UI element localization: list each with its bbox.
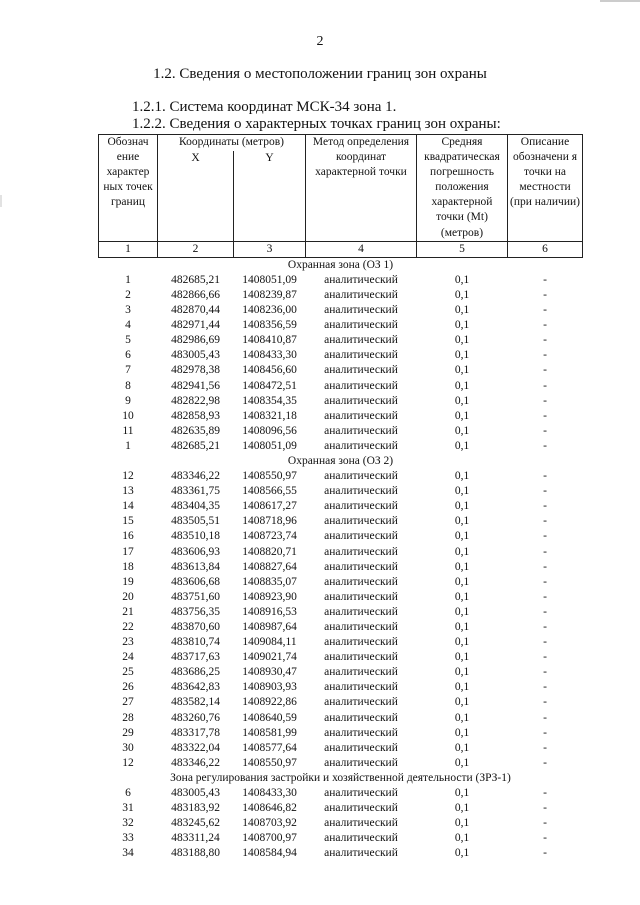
table-row xyxy=(99,424,583,439)
coord-y: 1408321,18 xyxy=(242,409,297,422)
point-number: 14 xyxy=(122,500,134,513)
table-row xyxy=(99,786,583,801)
error-cell: 0,1 xyxy=(454,802,470,815)
coord-x: 482685,21 xyxy=(171,273,220,286)
description-cell: - xyxy=(543,485,547,498)
error-cell: 0,1 xyxy=(454,605,470,618)
error-cell: 0,1 xyxy=(454,726,470,739)
table-row xyxy=(99,439,583,454)
table-row xyxy=(99,756,583,771)
description-cell: - xyxy=(543,621,547,633)
coord-y: 1408700,97 xyxy=(242,832,297,845)
coord-x: 483810,74 xyxy=(171,636,220,649)
table-row xyxy=(99,620,583,635)
method-cell: аналитический xyxy=(324,485,398,498)
point-number: 13 xyxy=(122,485,134,498)
table-row xyxy=(99,318,583,333)
coord-y: 1408703,92 xyxy=(242,817,297,830)
header-error: Средняя квадратическая погрешность положения характерной точки (Mt) (метров) xyxy=(417,135,508,242)
coord-y: 1408581,99 xyxy=(242,726,297,739)
description-cell: - xyxy=(543,726,547,739)
error-cell: 0,1 xyxy=(454,364,470,377)
coord-x: 483005,43 xyxy=(171,787,220,800)
coord-y: 1408051,09 xyxy=(242,273,297,286)
table-row xyxy=(99,273,583,288)
method-cell: аналитический xyxy=(324,575,398,588)
point-number: 20 xyxy=(122,590,134,603)
method-cell: аналитический xyxy=(324,787,398,800)
coord-y: 1408827,64 xyxy=(242,560,297,573)
coord-x: 482866,66 xyxy=(171,288,220,301)
method-cell: аналитический xyxy=(324,273,398,286)
point-number: 2 xyxy=(125,288,131,301)
method-cell: аналитический xyxy=(324,394,398,407)
coord-x: 483361,75 xyxy=(171,485,220,498)
description-cell: - xyxy=(543,651,547,664)
coord-y: 1408051,09 xyxy=(242,439,297,452)
coord-y: 1408550,97 xyxy=(242,470,297,483)
method-cell: аналитический xyxy=(324,560,398,573)
point-number: 23 xyxy=(122,636,134,649)
table-row xyxy=(99,695,583,710)
coord-x: 483005,43 xyxy=(171,349,220,362)
coord-y: 1408723,74 xyxy=(242,530,297,543)
table-row xyxy=(99,665,583,680)
description-cell: - xyxy=(543,273,547,286)
point-number: 12 xyxy=(122,756,134,769)
coord-y: 1408922,86 xyxy=(242,696,297,709)
point-number: 5 xyxy=(125,334,131,347)
coord-y: 1409021,74 xyxy=(242,651,297,664)
coord-y: 1408835,07 xyxy=(242,575,297,588)
coord-y: 1408640,59 xyxy=(242,711,297,724)
point-number: 22 xyxy=(122,621,134,633)
point-number: 29 xyxy=(122,726,134,739)
table-row xyxy=(99,348,583,363)
description-cell: - xyxy=(543,666,547,679)
coordinate-system-line: 1.2.1. Система координат МСК-34 зона 1. xyxy=(132,99,397,115)
point-number: 33 xyxy=(122,832,134,845)
method-cell: аналитический xyxy=(324,304,398,317)
description-cell: - xyxy=(543,439,547,452)
table-row xyxy=(99,635,583,650)
method-cell: аналитический xyxy=(324,590,398,603)
scan-edge-mark xyxy=(600,0,640,2)
error-cell: 0,1 xyxy=(454,545,470,558)
description-cell: - xyxy=(543,560,547,573)
point-number: 34 xyxy=(122,847,134,860)
error-cell: 0,1 xyxy=(454,651,470,664)
table-row xyxy=(99,529,583,544)
table-row xyxy=(99,726,583,741)
coord-y: 1408903,93 xyxy=(242,681,297,694)
description-cell: - xyxy=(543,500,547,513)
coord-x: 482685,21 xyxy=(171,439,220,452)
table-row xyxy=(99,831,583,846)
description-cell: - xyxy=(543,545,547,558)
point-number: 3 xyxy=(125,304,131,317)
header-col-number: 5 xyxy=(417,241,508,257)
coord-x: 483642,83 xyxy=(171,681,220,694)
point-number: 18 xyxy=(122,560,134,573)
error-cell: 0,1 xyxy=(454,741,470,754)
point-number: 32 xyxy=(122,817,134,830)
description-cell: - xyxy=(543,424,547,437)
coord-x: 482870,44 xyxy=(171,304,220,317)
description-cell: - xyxy=(543,741,547,754)
description-cell: - xyxy=(543,711,547,724)
coord-y: 1408236,00 xyxy=(242,304,297,317)
description-cell: - xyxy=(543,832,547,845)
method-cell: аналитический xyxy=(324,349,398,362)
point-number: 11 xyxy=(122,424,134,437)
point-number: 12 xyxy=(122,470,134,483)
description-cell: - xyxy=(543,409,547,422)
coord-y: 1409084,11 xyxy=(242,636,297,649)
description-cell: - xyxy=(543,379,547,392)
table-row xyxy=(99,469,583,484)
error-cell: 0,1 xyxy=(454,696,470,709)
method-cell: аналитический xyxy=(324,802,398,815)
coord-y: 1408916,53 xyxy=(242,605,297,618)
coord-x: 483686,25 xyxy=(171,666,220,679)
point-number: 17 xyxy=(122,545,134,558)
description-cell: - xyxy=(543,304,547,317)
zone-title-row xyxy=(99,454,583,469)
error-cell: 0,1 xyxy=(454,636,470,649)
point-number: 24 xyxy=(122,651,134,664)
error-cell: 0,1 xyxy=(454,530,470,543)
page-number: 2 xyxy=(316,34,324,49)
header-col-number: 3 xyxy=(234,241,306,257)
coord-x: 483317,78 xyxy=(171,726,220,739)
method-cell: аналитический xyxy=(324,470,398,483)
error-cell: 0,1 xyxy=(454,711,470,724)
coord-x: 483346,22 xyxy=(171,756,220,769)
point-number: 31 xyxy=(122,802,134,815)
error-cell: 0,1 xyxy=(454,470,470,483)
description-cell: - xyxy=(543,681,547,694)
coord-x: 482635,89 xyxy=(171,424,220,437)
coord-y: 1408456,60 xyxy=(242,364,297,377)
table-row xyxy=(99,303,583,318)
table-row xyxy=(99,590,583,605)
coord-x: 482971,44 xyxy=(171,319,220,332)
header-description: Описание обозначени я точки на местности (при наличии) xyxy=(508,135,583,242)
point-number: 1 xyxy=(125,273,131,286)
table-row xyxy=(99,394,583,409)
error-cell: 0,1 xyxy=(454,500,470,513)
point-number: 21 xyxy=(122,605,134,618)
table-row xyxy=(99,575,583,590)
coord-x: 483505,51 xyxy=(171,515,220,528)
coord-x: 483582,14 xyxy=(171,696,220,709)
method-cell: аналитический xyxy=(324,605,398,618)
coord-x: 483404,35 xyxy=(171,500,220,513)
header-y: Y xyxy=(234,151,306,241)
header-col-number: 2 xyxy=(158,241,234,257)
point-number: 15 xyxy=(122,515,134,528)
coord-y: 1408354,35 xyxy=(242,394,297,407)
coord-x: 483183,92 xyxy=(171,802,220,815)
table-row xyxy=(99,741,583,756)
coord-y: 1408646,82 xyxy=(242,802,297,815)
method-cell: аналитический xyxy=(324,379,398,392)
error-cell: 0,1 xyxy=(454,575,470,588)
point-number: 9 xyxy=(125,394,131,407)
description-cell: - xyxy=(543,349,547,362)
table-row xyxy=(99,333,583,348)
table-row xyxy=(99,680,583,695)
point-number: 6 xyxy=(125,349,131,362)
error-cell: 0,1 xyxy=(454,485,470,498)
table-row xyxy=(99,363,583,378)
coord-y: 1408566,55 xyxy=(242,485,297,498)
scan-edge-mark xyxy=(0,195,2,207)
table-row xyxy=(99,409,583,424)
method-cell: аналитический xyxy=(324,847,398,860)
method-cell: аналитический xyxy=(324,636,398,649)
point-number: 4 xyxy=(125,319,131,332)
coord-x: 483717,63 xyxy=(171,651,220,664)
point-number: 6 xyxy=(125,787,131,800)
coord-x: 482858,93 xyxy=(171,409,220,422)
zone-title: Зона регулирования застройки и хозяйственной деятельности (ЗРЗ-1) xyxy=(170,771,511,784)
coord-y: 1408356,59 xyxy=(242,319,297,332)
point-number: 16 xyxy=(122,530,134,543)
error-cell: 0,1 xyxy=(454,288,470,301)
error-cell: 0,1 xyxy=(454,756,470,769)
method-cell: аналитический xyxy=(324,424,398,437)
error-cell: 0,1 xyxy=(454,409,470,422)
table-row xyxy=(99,288,583,303)
method-cell: аналитический xyxy=(324,711,398,724)
table-row xyxy=(99,379,583,394)
point-number: 8 xyxy=(125,379,131,392)
description-cell: - xyxy=(543,575,547,588)
table-row xyxy=(99,801,583,816)
coord-x: 483756,35 xyxy=(171,605,220,618)
method-cell: аналитический xyxy=(324,439,398,452)
error-cell: 0,1 xyxy=(454,847,470,860)
method-cell: аналитический xyxy=(324,817,398,830)
description-cell: - xyxy=(543,817,547,830)
coord-y: 1408930,47 xyxy=(242,666,297,679)
description-cell: - xyxy=(543,470,547,483)
coord-x: 483613,84 xyxy=(171,560,220,573)
header-method: Метод определения координат характерной точки xyxy=(306,135,417,242)
description-cell: - xyxy=(543,530,547,543)
description-cell: - xyxy=(543,590,547,603)
description-cell: - xyxy=(543,288,547,301)
description-cell: - xyxy=(543,364,547,377)
error-cell: 0,1 xyxy=(454,379,470,392)
header-point-designation: Обознач ение характер ных точек границ xyxy=(99,135,158,242)
error-cell: 0,1 xyxy=(454,832,470,845)
description-cell: - xyxy=(543,787,547,800)
table-row xyxy=(99,484,583,499)
coord-x: 483311,24 xyxy=(171,832,220,845)
point-number: 30 xyxy=(122,741,134,754)
description-cell: - xyxy=(543,605,547,618)
method-cell: аналитический xyxy=(324,741,398,754)
coord-y: 1408987,64 xyxy=(242,621,297,633)
description-cell: - xyxy=(543,334,547,347)
table-row xyxy=(99,545,583,560)
coord-y: 1408577,64 xyxy=(242,741,297,754)
table-row xyxy=(99,846,583,861)
description-cell: - xyxy=(543,756,547,769)
method-cell: аналитический xyxy=(324,696,398,709)
error-cell: 0,1 xyxy=(454,424,470,437)
coord-x: 483260,76 xyxy=(171,711,220,724)
table-row xyxy=(99,816,583,831)
error-cell: 0,1 xyxy=(454,621,470,633)
header-x: X xyxy=(158,151,234,241)
coord-y: 1408096,56 xyxy=(242,424,297,437)
method-cell: аналитический xyxy=(324,756,398,769)
coord-x: 483188,80 xyxy=(171,847,220,860)
coord-y: 1408923,90 xyxy=(242,590,297,603)
error-cell: 0,1 xyxy=(454,560,470,573)
zone-title: Охранная зона (ОЗ 2) xyxy=(287,454,394,467)
table-row xyxy=(99,499,583,514)
method-cell: аналитический xyxy=(324,500,398,513)
method-cell: аналитический xyxy=(324,530,398,543)
table-row xyxy=(99,514,583,529)
error-cell: 0,1 xyxy=(454,666,470,679)
error-cell: 0,1 xyxy=(454,590,470,603)
method-cell: аналитический xyxy=(324,319,398,332)
coord-x: 482822,98 xyxy=(171,394,220,407)
point-number: 10 xyxy=(122,409,134,422)
point-number: 28 xyxy=(122,711,134,724)
coord-x: 483751,60 xyxy=(171,590,220,603)
table-row xyxy=(99,711,583,726)
header-col-number: 4 xyxy=(306,241,417,257)
error-cell: 0,1 xyxy=(454,515,470,528)
coord-y: 1408820,71 xyxy=(242,545,297,558)
coord-x: 483870,60 xyxy=(171,621,220,633)
description-cell: - xyxy=(543,847,547,860)
header-col-number: 6 xyxy=(508,241,583,257)
coord-x: 483606,93 xyxy=(171,545,220,558)
table-row xyxy=(99,560,583,575)
method-cell: аналитический xyxy=(324,681,398,694)
zone-title: Охранная зона (ОЗ 1) xyxy=(287,258,394,271)
method-cell: аналитический xyxy=(324,726,398,739)
point-number: 26 xyxy=(122,681,134,694)
coord-x: 482978,38 xyxy=(171,364,220,377)
error-cell: 0,1 xyxy=(454,304,470,317)
method-cell: аналитический xyxy=(324,651,398,664)
point-number: 1 xyxy=(125,439,131,452)
method-cell: аналитический xyxy=(324,545,398,558)
boundary-points-table xyxy=(98,134,583,862)
description-cell: - xyxy=(543,394,547,407)
point-number: 27 xyxy=(122,696,134,709)
error-cell: 0,1 xyxy=(454,787,470,800)
header-col-number: 1 xyxy=(99,241,158,257)
method-cell: аналитический xyxy=(324,666,398,679)
description-cell: - xyxy=(543,515,547,528)
error-cell: 0,1 xyxy=(454,439,470,452)
error-cell: 0,1 xyxy=(454,334,470,347)
point-number: 25 xyxy=(122,666,134,679)
error-cell: 0,1 xyxy=(454,319,470,332)
error-cell: 0,1 xyxy=(454,394,470,407)
description-cell: - xyxy=(543,696,547,709)
method-cell: аналитический xyxy=(324,288,398,301)
point-number: 7 xyxy=(125,364,131,377)
error-cell: 0,1 xyxy=(454,817,470,830)
coord-y: 1408433,30 xyxy=(242,349,297,362)
zone-title-row xyxy=(99,257,583,273)
error-cell: 0,1 xyxy=(454,273,470,286)
coord-y: 1408433,30 xyxy=(242,787,297,800)
method-cell: аналитический xyxy=(324,364,398,377)
method-cell: аналитический xyxy=(324,515,398,528)
description-cell: - xyxy=(543,636,547,649)
description-cell: - xyxy=(543,319,547,332)
coord-x: 483346,22 xyxy=(171,470,220,483)
coord-x: 483322,04 xyxy=(171,741,220,754)
coord-x: 483510,18 xyxy=(171,530,220,543)
table-row xyxy=(99,650,583,665)
coord-x: 482941,56 xyxy=(171,379,220,392)
table-body xyxy=(99,257,583,861)
header-coordinates-group: Координаты (метров) xyxy=(158,135,306,151)
coord-y: 1408617,27 xyxy=(242,500,297,513)
section-heading: 1.2. Сведения о местоположении границ зон охраны xyxy=(153,66,487,82)
table-row xyxy=(99,605,583,620)
description-cell: - xyxy=(543,802,547,815)
point-number: 19 xyxy=(122,575,134,588)
method-cell: аналитический xyxy=(324,409,398,422)
coord-y: 1408718,96 xyxy=(242,515,297,528)
points-heading-line: 1.2.2. Сведения о характерных точках границ зон охраны: xyxy=(132,116,501,132)
coord-y: 1408239,87 xyxy=(242,288,297,301)
method-cell: аналитический xyxy=(324,621,398,633)
coord-x: 482986,69 xyxy=(171,334,220,347)
method-cell: аналитический xyxy=(324,334,398,347)
coord-x: 483606,68 xyxy=(171,575,220,588)
method-cell: аналитический xyxy=(324,832,398,845)
error-cell: 0,1 xyxy=(454,349,470,362)
error-cell: 0,1 xyxy=(454,681,470,694)
coord-y: 1408472,51 xyxy=(242,379,297,392)
zone-title-row xyxy=(99,771,583,786)
coord-y: 1408584,94 xyxy=(242,847,297,860)
coord-y: 1408550,97 xyxy=(242,756,297,769)
coord-x: 483245,62 xyxy=(171,817,220,830)
coord-y: 1408410,87 xyxy=(242,334,297,347)
